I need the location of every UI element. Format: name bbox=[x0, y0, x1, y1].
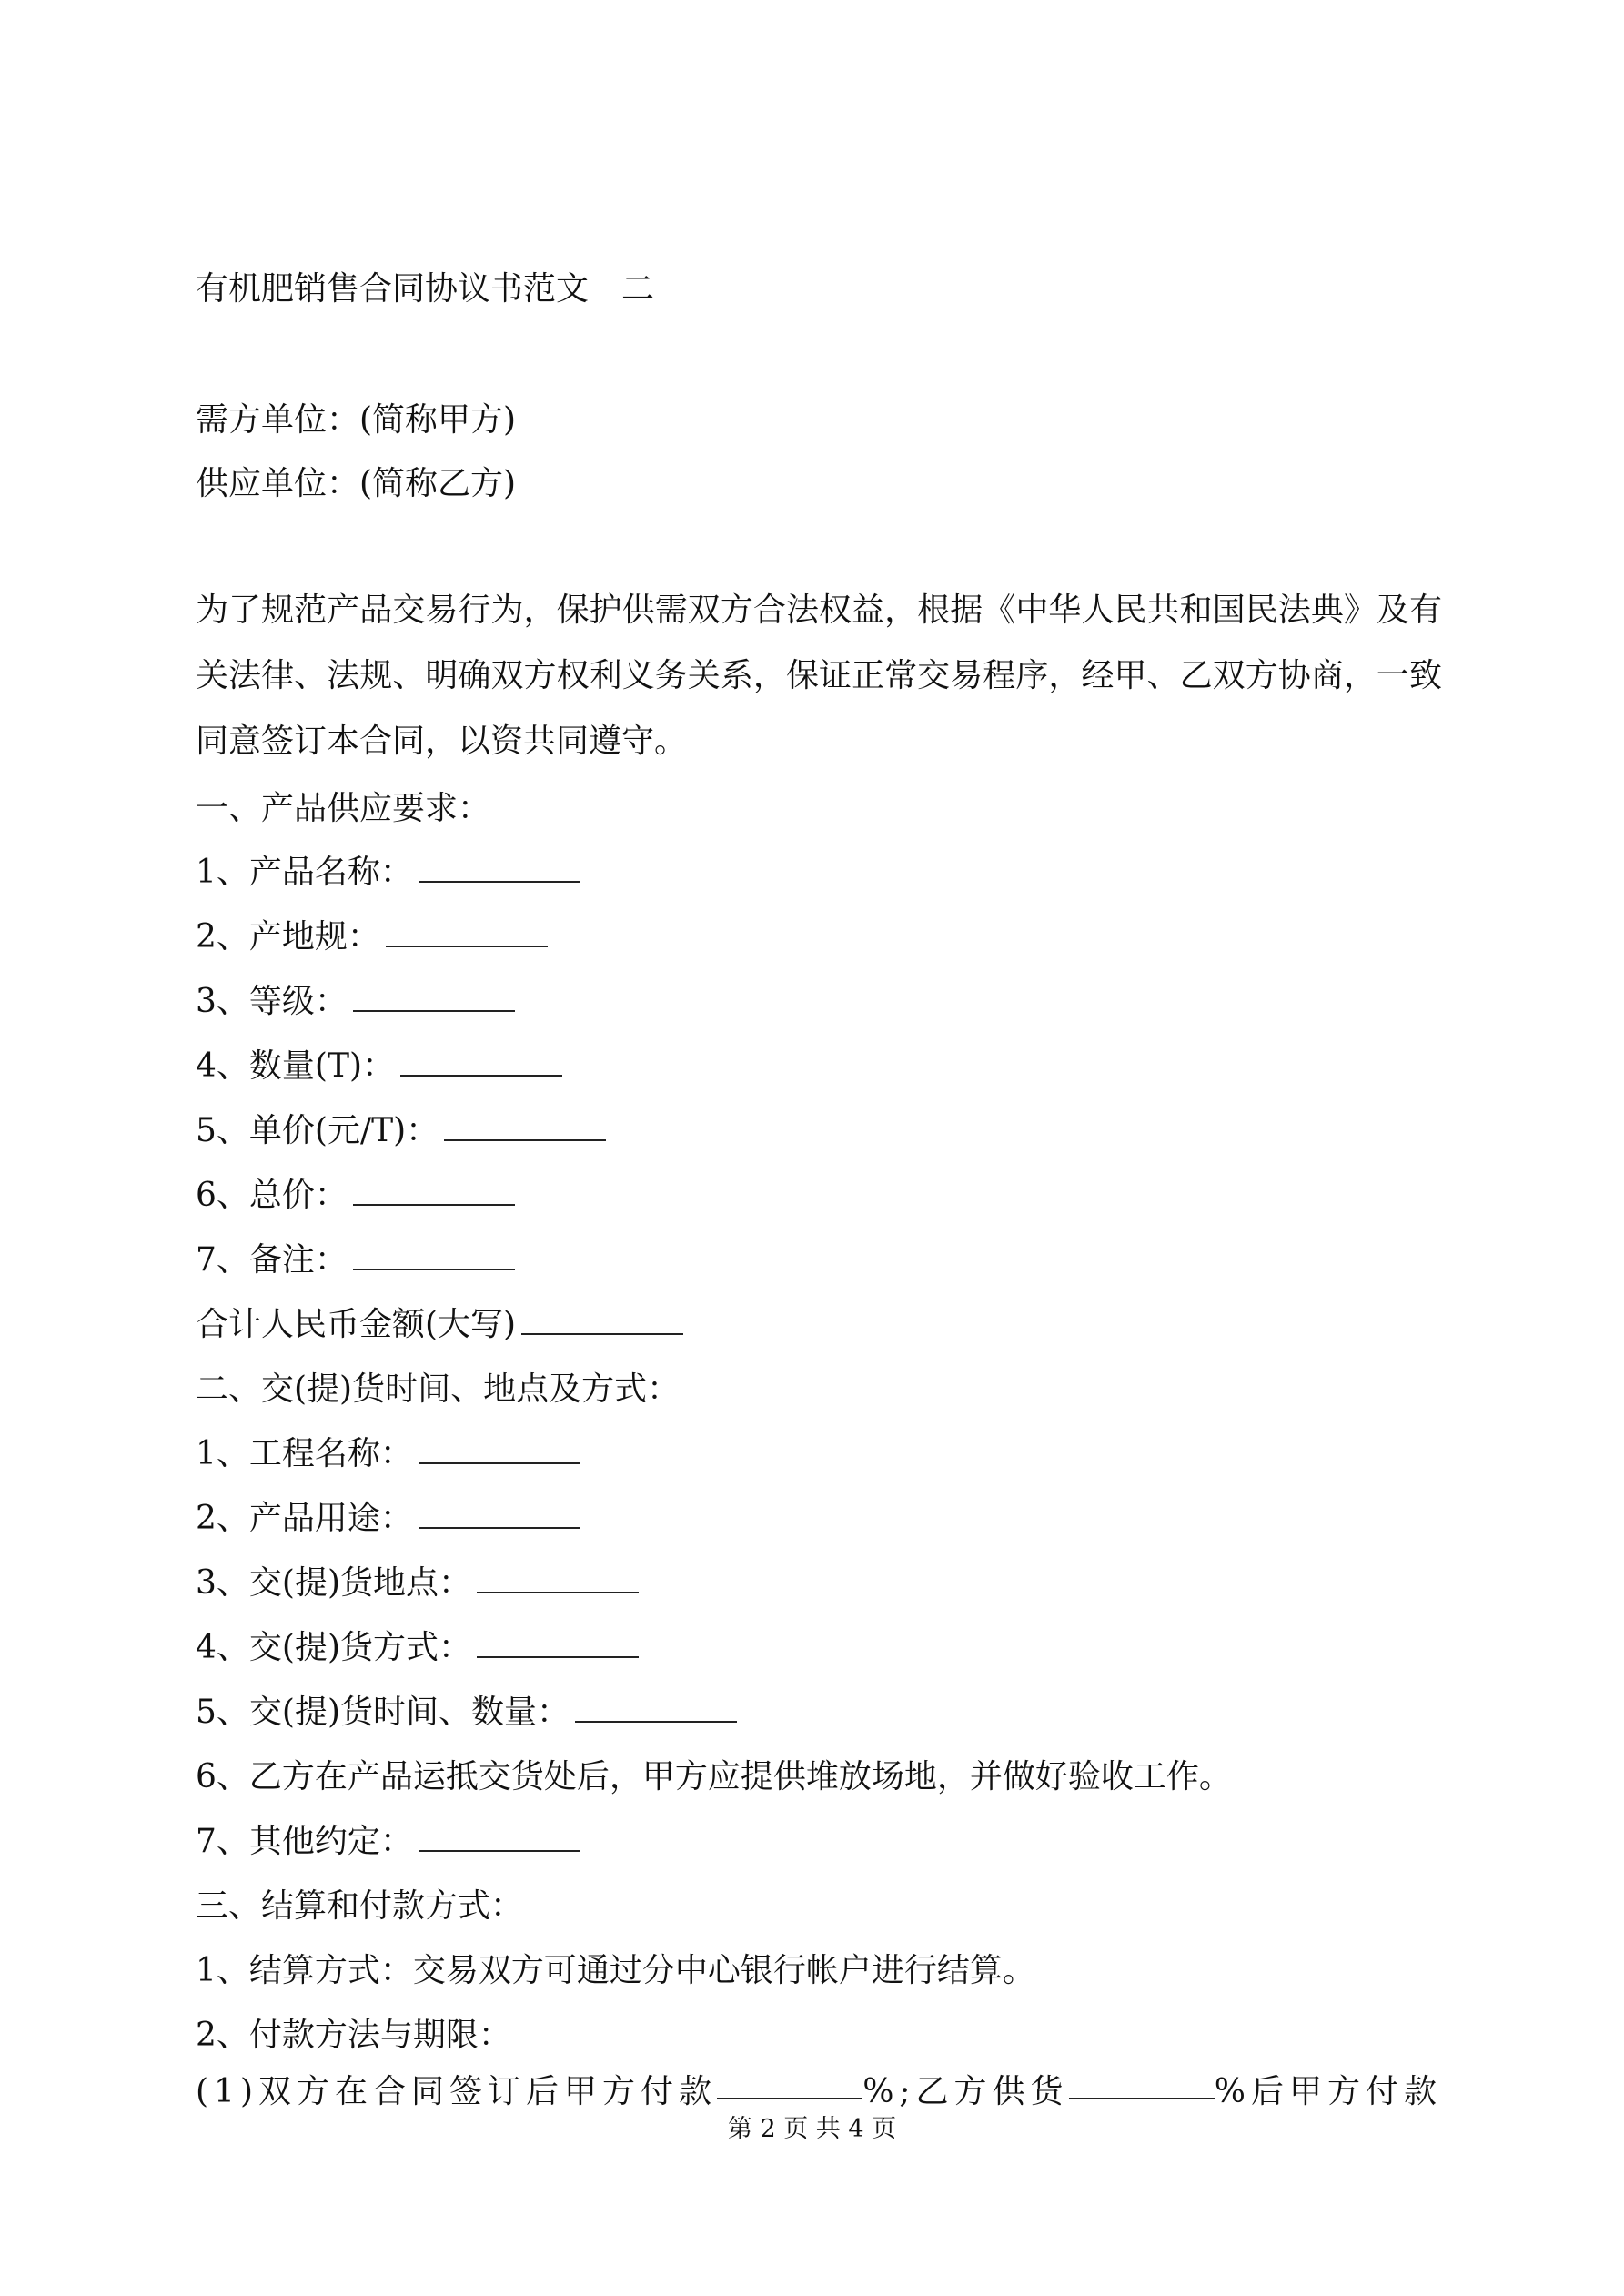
fill-blank bbox=[419, 1823, 580, 1852]
s3-item-payment-terms: 2、付款方法与期限： bbox=[196, 2017, 511, 2054]
payment-text-b: %;乙方供货 bbox=[862, 2073, 1069, 2110]
s2-item-delivery-time bbox=[196, 1691, 737, 1735]
s2-item-product-use bbox=[196, 1497, 580, 1541]
fill-blank bbox=[717, 2070, 862, 2099]
fill-blank bbox=[477, 1629, 639, 1658]
item-label: 7、备注： bbox=[196, 1241, 348, 1279]
item-label: 合计人民币金额(大写) bbox=[196, 1306, 517, 1343]
item-label: 4、交(提)货方式： bbox=[196, 1629, 471, 1666]
payment-text-a: (1)双方在合同签订后甲方付款 bbox=[196, 2073, 717, 2110]
s2-item-delivery-place bbox=[196, 1562, 639, 1605]
s2-item-project-name bbox=[196, 1432, 580, 1476]
fill-blank bbox=[353, 983, 515, 1012]
fill-blank bbox=[400, 1047, 562, 1077]
s3-item-payment-line bbox=[196, 2070, 1442, 2114]
fill-blank bbox=[444, 1112, 606, 1141]
item-label: 5、交(提)货时间、数量： bbox=[196, 1694, 570, 1731]
section-2-heading: 二、交(提)货时间、地点及方式： bbox=[196, 1371, 681, 1408]
fill-blank bbox=[353, 1241, 515, 1270]
s2-item-acceptance: 6、乙方在产品运抵交货处后，甲方应提供堆放场地，并做好验收工作。 bbox=[196, 1758, 1232, 1795]
item-label: 2、产地规： bbox=[196, 918, 380, 956]
page-footer: 第 2 页 共 4 页 bbox=[727, 2115, 897, 2143]
item-label: 1、产品名称： bbox=[196, 854, 413, 891]
section-1-heading: 一、产品供应要求： bbox=[196, 790, 491, 827]
section-3-heading: 三、结算和付款方式： bbox=[196, 1887, 524, 1925]
s1-item-product-name bbox=[196, 851, 580, 895]
fill-blank bbox=[521, 1306, 683, 1335]
item-label: 3、交(提)货地点： bbox=[196, 1564, 471, 1602]
s1-item-quantity bbox=[196, 1045, 562, 1088]
s1-item-origin bbox=[196, 915, 548, 959]
item-label: 3、等级： bbox=[196, 983, 348, 1020]
s1-item-remarks bbox=[196, 1239, 515, 1282]
fill-blank bbox=[419, 1500, 580, 1529]
item-label: 2、产品用途： bbox=[196, 1500, 413, 1537]
fill-blank bbox=[353, 1177, 515, 1206]
payment-text-c: %后甲方付款 bbox=[1214, 2073, 1442, 2110]
item-label: 5、单价(元/T)： bbox=[196, 1112, 439, 1149]
item-label: 7、其他约定： bbox=[196, 1823, 413, 1860]
s3-item-settlement: 1、结算方式：交易双方可通过分中心银行帐户进行结算。 bbox=[196, 1952, 1035, 1989]
buyer-line: 需方单位：(简称甲方) bbox=[196, 401, 517, 439]
item-label: 1、工程名称： bbox=[196, 1435, 413, 1472]
document-title: 有机肥销售合同协议书范文 二 bbox=[196, 270, 655, 308]
preamble-paragraph: 为了规范产品交易行为，保护供需双方合法权益，根据《中华人民共和国民法典》及有关法律、法规、明确双方权利义务关系，保证正常交易程序，经甲、乙双方协商，一致同意签订本合同，以资共同遵守。 bbox=[196, 592, 1442, 760]
s2-item-other bbox=[196, 1820, 580, 1864]
item-label: 6、总价： bbox=[196, 1177, 348, 1214]
fill-blank bbox=[419, 1435, 580, 1464]
item-label: 4、数量(T)： bbox=[196, 1047, 396, 1085]
fill-blank bbox=[419, 854, 580, 883]
s1-item-grade bbox=[196, 980, 515, 1024]
s1-item-total-price bbox=[196, 1174, 515, 1218]
fill-blank bbox=[1069, 2070, 1215, 2099]
seller-line: 供应单位：(简称乙方) bbox=[196, 465, 517, 502]
total-amount-line bbox=[196, 1303, 683, 1347]
s2-item-delivery-method bbox=[196, 1626, 639, 1670]
fill-blank bbox=[575, 1694, 737, 1723]
fill-blank bbox=[477, 1564, 639, 1593]
s1-item-unit-price bbox=[196, 1109, 606, 1153]
fill-blank bbox=[386, 918, 548, 947]
